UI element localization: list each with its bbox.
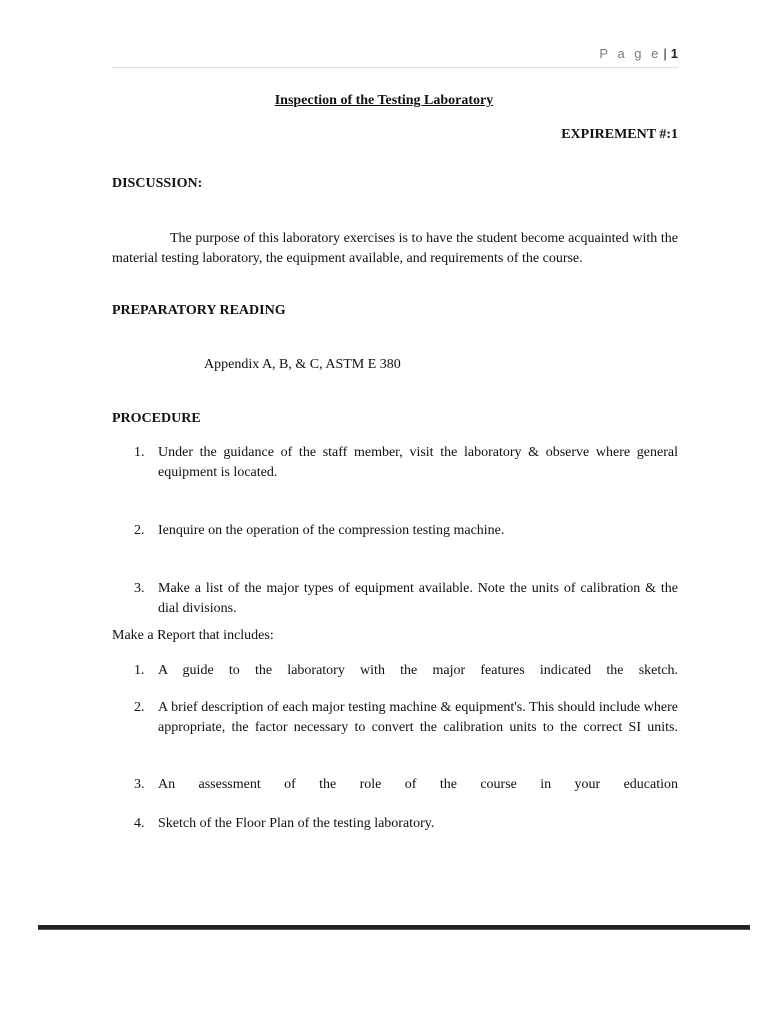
report-item xyxy=(112,814,678,834)
page-word: P a g e xyxy=(599,46,662,61)
discussion-text: The purpose of this laboratory exercises is to have the student become acquainted with the material testing laboratory, the equipment available, and requirements of the course. xyxy=(112,231,678,266)
procedure-item-text: Make a list of the major types of equipment available. Note the units of calibration & the dial divisions. xyxy=(158,581,678,616)
reading-heading: PREPARATORY READING xyxy=(112,303,286,318)
page-separator: | xyxy=(663,46,667,61)
report-intro: Make a Report that includes: xyxy=(112,628,274,643)
page-number: 1 xyxy=(670,46,678,61)
reading-text: Appendix A, B, & C, ASTM E 380 xyxy=(204,357,401,372)
procedure-item xyxy=(112,521,678,541)
procedure-item-number: 3. xyxy=(134,581,145,596)
report-item-text: A guide to the laboratory with the major features indicated the sketch. xyxy=(158,663,678,678)
experiment-number: EXPIREMENT #:1 xyxy=(561,127,678,142)
footer-divider xyxy=(38,925,750,929)
procedure-item-text: Under the guidance of the staff member, visit the laboratory & observe where general equipment is located. xyxy=(158,445,678,480)
procedure-item-number: 2. xyxy=(134,523,145,538)
report-item xyxy=(112,698,678,738)
discussion-paragraph xyxy=(112,229,678,269)
procedure-item-number: 1. xyxy=(134,445,145,460)
report-item-number: 3. xyxy=(134,777,145,792)
page-label xyxy=(599,46,678,61)
document-title: Inspection of the Testing Laboratory xyxy=(274,93,494,108)
procedure-item-text: Ienquire on the operation of the compression testing machine. xyxy=(158,523,505,538)
discussion-heading: DISCUSSION: xyxy=(112,176,203,191)
report-item-number: 1. xyxy=(134,663,145,678)
report-item-number: 4. xyxy=(134,816,145,831)
report-item-text: Sketch of the Floor Plan of the testing laboratory. xyxy=(158,816,435,831)
procedure-item xyxy=(112,443,678,483)
header-divider xyxy=(112,67,678,68)
report-item xyxy=(112,775,678,795)
report-item-number: 2. xyxy=(134,700,145,715)
report-item-text: A brief description of each major testing machine & equipment's. This should include where appropriate, the factor necessary to convert the calibration units to the correct SI units. xyxy=(158,700,678,735)
report-item-text: An assessment of the role of the course in your education xyxy=(158,777,678,792)
report-item xyxy=(112,661,678,681)
procedure-item xyxy=(112,579,678,619)
procedure-heading: PROCEDURE xyxy=(112,411,201,426)
